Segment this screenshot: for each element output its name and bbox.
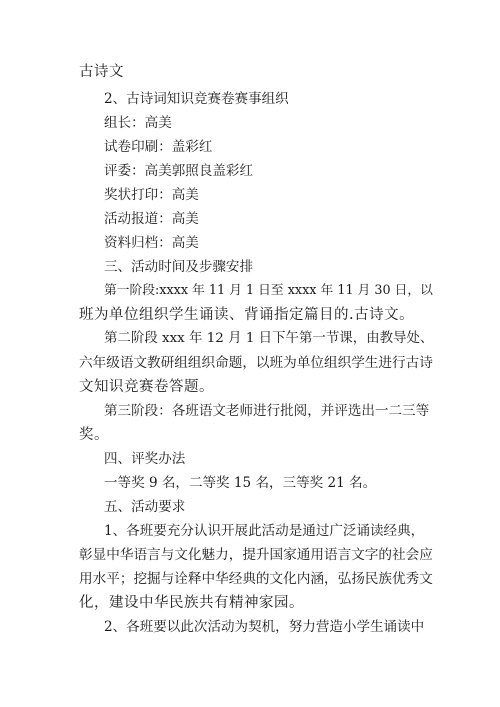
section-heading: 五、活动要求	[104, 499, 186, 515]
section-heading: 四、评奖办法	[104, 451, 186, 467]
section-heading: 三、活动时间及步骤安排	[104, 259, 254, 275]
text-line: 2、各班要以此次活动为契机，努力营造小学生诵读中	[104, 619, 425, 635]
text-line: 第三阶段：各班语文老师进行批阅，并评选出一二三等	[104, 403, 430, 419]
text-line: 资料归档：高美	[104, 235, 199, 251]
text-line: 奖。	[79, 427, 109, 443]
text-line: 活动报道：高美	[104, 211, 199, 227]
text-line: 化，建设中华民族共有精神家园。	[79, 595, 304, 611]
text-line: 组长：高美	[104, 115, 172, 131]
text-line: 1、各班要充分认识开展此活动是通过广泛诵读经典，	[104, 523, 425, 539]
text-line: 奖状打印：高美	[104, 187, 199, 203]
text-line: 班为单位组织学生诵读、背诵指定篇目的.古诗文。	[79, 307, 415, 323]
text-line: 评委：高美郭照良盖彩红	[104, 163, 254, 179]
text-line: 一等奖 9 名，二等奖 15 名，三等奖 21 名。	[104, 475, 377, 491]
text-line: 六年级语文教研组组织命题，以班为单位组织学生进行古诗	[79, 355, 433, 371]
text-line: 第二阶段 xxx 年 12 月 1 日下午第一节课，由教导处、	[104, 331, 434, 346]
text-line: 第一阶段:xxxx 年 11 月 1 日至 xxxx 年 11 月 30 日，以	[104, 283, 433, 298]
text-line: 用水平；挖掘与诠释中华经典的文化内涵，弘扬民族优秀文	[79, 571, 433, 587]
text-line: 文知识竞赛卷答题。	[79, 379, 214, 395]
section-heading: 2、古诗词知识竞赛卷赛事组织	[104, 91, 289, 107]
text-line: 古诗文	[79, 64, 124, 80]
text-line: 试卷印刷：盖彩红	[104, 139, 213, 155]
text-line: 彰显中华语言与文化魅力，提升国家通用语言文字的社会应	[79, 547, 433, 563]
